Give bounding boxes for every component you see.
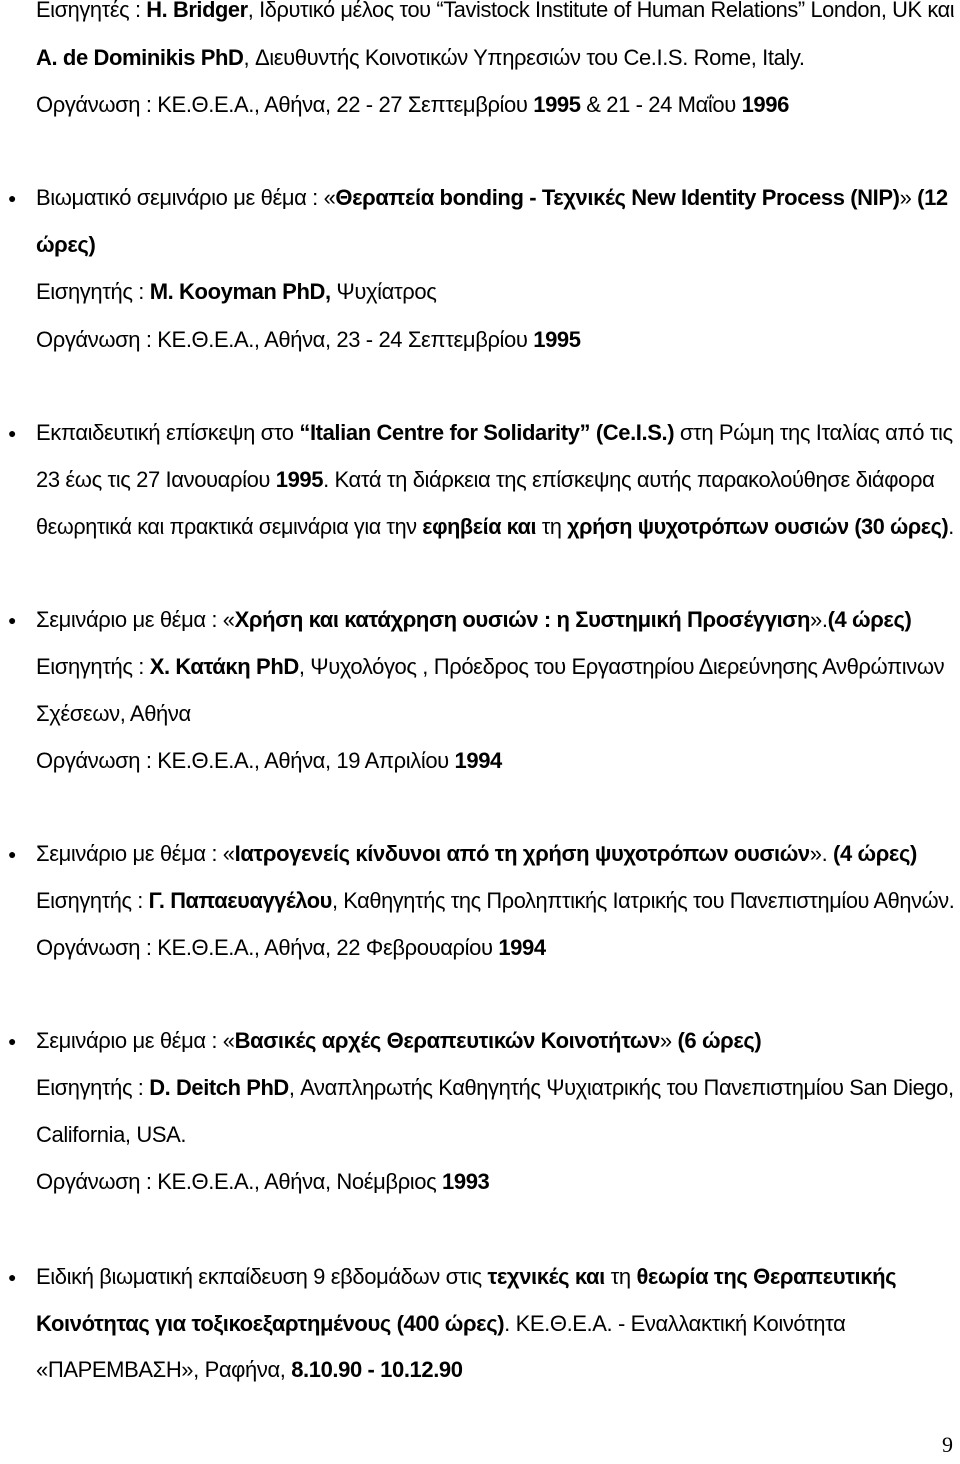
top-organization-line [36, 91, 789, 119]
bold-text-run: ώρες) [36, 232, 96, 257]
bold-text-run: (12 [917, 185, 948, 210]
bold-text-run: Ιατρογενείς κίνδυνοι από τη χρήση ψυχοτρόπων ουσιών [234, 841, 810, 866]
text-run: . ΚΕ.Θ.Ε.Α. - Εναλλακτική Κοινότητα [504, 1311, 846, 1336]
text-run: Οργάνωση : ΚΕ.Θ.Ε.Α., Αθήνα, 19 Απριλίου [36, 748, 455, 773]
bold-text-run: 1995 [275, 467, 324, 492]
bold-text-run: θεωρία της Θεραπευτικής [636, 1264, 897, 1289]
item5-organization [36, 1168, 489, 1196]
bold-text-run: Βασικές αρχές Θεραπευτικών Κοινοτήτων [234, 1028, 660, 1053]
text-run: Εισηγητής : [36, 1075, 150, 1100]
bullet-icon: ● [8, 1269, 17, 1285]
item4-title [36, 840, 917, 868]
text-run: Σεμινάριο με θέμα : « [36, 607, 235, 632]
bold-text-run: Χ. Κατάκη PhD [149, 654, 299, 679]
text-run: . [948, 514, 954, 539]
text-run: Βιωματικό σεμινάριο με θέμα : « [36, 185, 336, 210]
bold-text-run: 1995 [533, 327, 581, 352]
bold-text-run: A. de Dominikis PhD [36, 45, 244, 70]
item2-line3 [36, 513, 954, 541]
bullet-icon: ● [8, 612, 17, 628]
item6-line3 [36, 1356, 463, 1384]
item1-speaker [36, 278, 436, 306]
item2-line2 [36, 466, 934, 494]
top-speakers-line [36, 0, 954, 24]
bold-text-run: D. Deitch PhD [149, 1075, 289, 1100]
text-run: » [899, 185, 918, 210]
bold-text-run: 1994 [498, 935, 546, 960]
item3-speaker-cont [36, 700, 191, 728]
item2-line1 [36, 419, 953, 447]
text-run: Σεμινάριο με θέμα : « [36, 841, 235, 866]
bold-text-run: Κοινότητας για τοξικοεξαρτημένους (400 ώρες) [36, 1311, 505, 1336]
text-run: Εισηγητής : [36, 888, 149, 913]
item6-line2 [36, 1310, 845, 1338]
text-run: Εισηγητής : [36, 654, 150, 679]
bold-text-run: 8.10.90 - 10.12.90 [291, 1357, 463, 1382]
text-run: , Αναπληρωτής Καθηγητής Ψυχιατρικής του Πανεπιστημίου San Diego, [288, 1075, 954, 1100]
bullet-icon: ● [8, 190, 17, 206]
text-run: ». [809, 841, 834, 866]
text-run: Εισηγητές : [36, 0, 147, 22]
bold-text-run: (4 ώρες) [827, 607, 912, 632]
bold-text-run: 1995 [533, 92, 581, 117]
item4-speaker [36, 887, 954, 915]
page-number: 9 [942, 1432, 953, 1457]
bold-text-run: εφηβεία και [422, 514, 537, 539]
item5-speaker-cont [36, 1121, 186, 1149]
text-run: . Κατά τη διάρκεια της επίσκεψης αυτής παρακολούθησε διάφορα [323, 467, 935, 492]
bold-text-run: (6 ώρες) [677, 1028, 762, 1053]
item3-title [36, 606, 911, 634]
text-run: 23 έως τις 27 Ιανουαρίου [36, 467, 276, 492]
text-run: , Ψυχολόγος , Πρόεδρος του Εργαστηρίου Διερεύνησης Ανθρώπινων [298, 654, 945, 679]
item5-title [36, 1027, 761, 1055]
text-run: Σεμινάριο με θέμα : « [36, 1028, 235, 1053]
text-run: Εκπαιδευτική επίσκεψη στο [36, 420, 300, 445]
top-speakers-line-2 [36, 44, 805, 72]
bullet-icon: ● [8, 1033, 17, 1049]
bold-text-run: Χρήση και κατάχρηση ουσιών : η Συστημική Προσέγγιση [234, 607, 810, 632]
text-run: Ψυχίατρος [330, 279, 437, 304]
text-run: Οργάνωση : ΚΕ.Θ.Ε.Α., Αθήνα, 22 - 27 Σεπτεμβρίου [36, 92, 534, 117]
bold-text-run: 1996 [741, 92, 789, 117]
bold-text-run: M. Kooyman PhD, [149, 279, 331, 304]
item1-title-cont [36, 231, 95, 259]
bullet-icon: ● [8, 425, 17, 441]
text-run: , Διευθυντής Κοινοτικών Υπηρεσιών του Ce.I.S. Rome, Italy. [243, 45, 805, 70]
bold-text-run: Γ. Παπαευαγγέλου [148, 888, 332, 913]
bold-text-run: 1993 [442, 1169, 490, 1194]
text-run: Εισηγητής : [36, 279, 150, 304]
item6-line1 [36, 1263, 896, 1291]
text-run: Οργάνωση : ΚΕ.Θ.Ε.Α., Αθήνα, 22 Φεβρουαρίου [36, 935, 499, 960]
text-run: τη [604, 1264, 637, 1289]
text-run: Σχέσεων, Αθήνα [36, 701, 191, 726]
bold-text-run: χρήση ψυχοτρόπων ουσιών (30 ώρες) [567, 514, 949, 539]
text-run: , Ιδρυτικό μέλος του “Tavistock Institute of Human Relations” London, UK και [247, 0, 955, 22]
item3-speaker [36, 653, 944, 681]
bold-text-run: τεχνικές και [487, 1264, 605, 1289]
text-run: θεωρητικά και πρακτικά σεμινάρια για την [36, 514, 423, 539]
bullet-icon: ● [8, 846, 17, 862]
bold-text-run: H. Bridger [146, 0, 248, 22]
text-run: & 21 - 24 Μαΐου [580, 92, 742, 117]
bold-text-run: (4 ώρες) [833, 841, 917, 866]
text-run: ». [810, 607, 828, 632]
bold-text-run: “Italian Centre for Solidarity” (Ce.I.S.) [299, 420, 675, 445]
bold-text-run: 1994 [454, 748, 502, 773]
text-run: Οργάνωση : ΚΕ.Θ.Ε.Α., Αθήνα, Νοέμβριος [36, 1169, 443, 1194]
item5-speaker [36, 1074, 954, 1102]
item1-title [36, 184, 948, 212]
item4-organization [36, 934, 546, 962]
text-run: τη [536, 514, 568, 539]
text-run: , Καθηγητής της Προληπτικής Ιατρικής του Πανεπιστημίου Αθηνών. [331, 888, 955, 913]
text-run: «ΠΑΡΕΜΒΑΣΗ», Ραφήνα, [36, 1357, 292, 1382]
text-run: » [659, 1028, 678, 1053]
text-run: στη Ρώμη της Ιταλίας από τις [674, 420, 953, 445]
text-run: Οργάνωση : ΚΕ.Θ.Ε.Α., Αθήνα, 23 - 24 Σεπτεμβρίου [36, 327, 534, 352]
item1-organization [36, 326, 581, 354]
text-run: Ειδική βιωματική εκπαίδευση 9 εβδομάδων στις [36, 1264, 488, 1289]
text-run: California, USA. [36, 1122, 187, 1147]
item3-organization [36, 747, 502, 775]
bold-text-run: Θεραπεία bonding - Τεχνικές New Identity Process (NIP) [335, 185, 900, 210]
